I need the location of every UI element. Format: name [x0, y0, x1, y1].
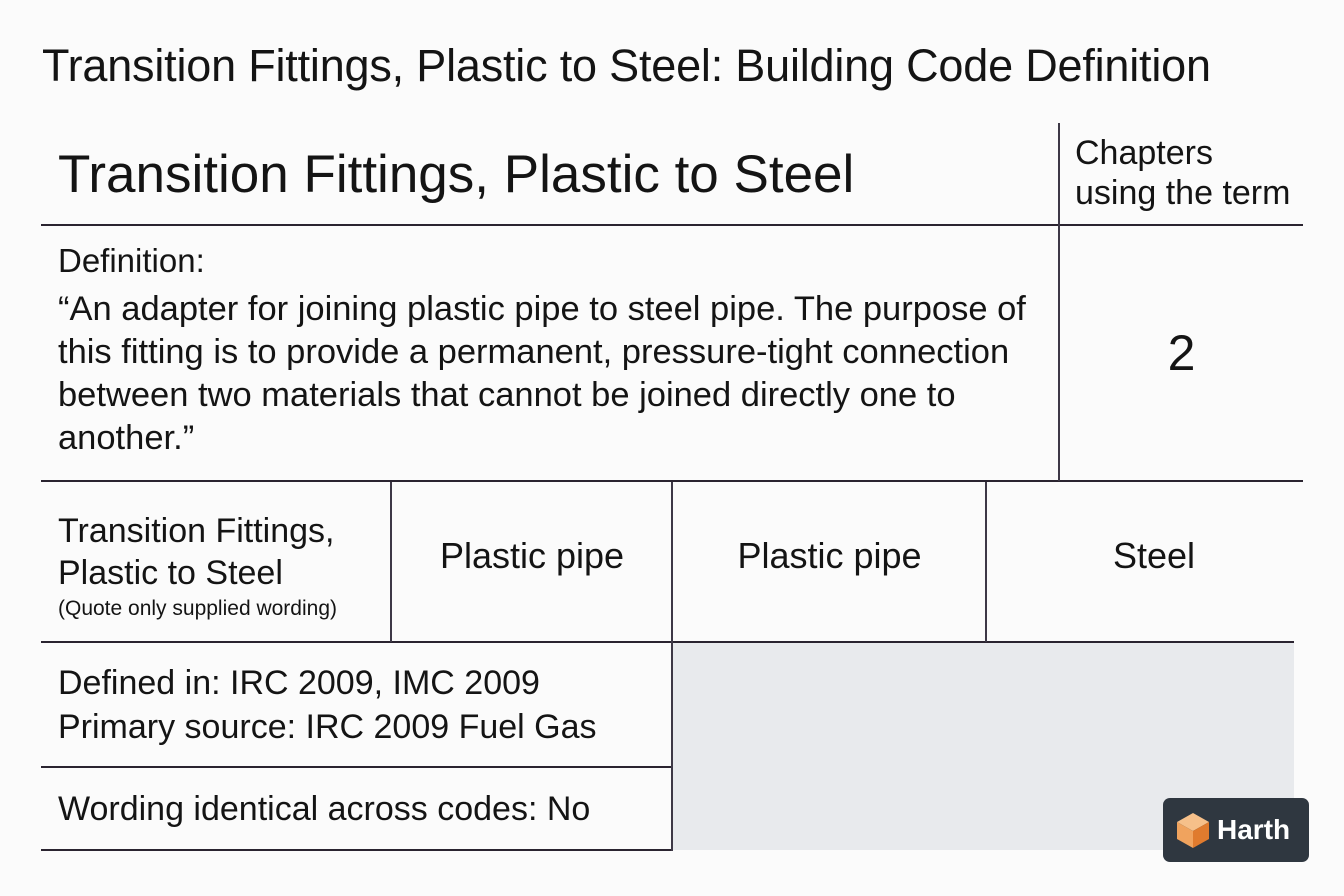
row-divider-1	[41, 224, 1303, 226]
definition-text: “An adapter for joining plastic pipe to steel pipe. The purpose of this fitting is to provide a permanent, pressure-tight connection between two materials that cannot be joined directly one to another.”	[58, 290, 1026, 457]
chapters-label: Chapters using the term	[1075, 134, 1291, 212]
logo-text: Harth	[1217, 814, 1291, 845]
defined-in: Defined in: IRC 2009, IMC 2009	[58, 664, 540, 702]
wording-identical: Wording identical across codes: No	[58, 790, 591, 828]
column-divider-b	[671, 482, 673, 851]
breakdown-cell-3: Steel	[1112, 535, 1196, 576]
breakdown-note: (Quote only supplied wording)	[58, 597, 337, 620]
breakdown-cell-2: Plastic pipe	[737, 535, 922, 576]
column-divider-chapters	[1058, 123, 1060, 481]
chapters-count: 2	[1167, 325, 1196, 381]
term-title: Transition Fittings, Plastic to Steel	[58, 145, 855, 204]
breakdown-term: Transition Fittings, Plastic to Steel	[58, 512, 335, 592]
column-divider-c	[985, 482, 987, 642]
table-bottom-border	[41, 849, 672, 851]
row-divider-4	[41, 766, 672, 768]
harth-logo	[1163, 798, 1309, 862]
definition-label: Definition:	[58, 242, 205, 279]
cube-icon	[1173, 810, 1213, 850]
primary-source: Primary source: IRC 2009 Fuel Gas	[58, 708, 597, 746]
breakdown-cell-1: Plastic pipe	[439, 535, 625, 576]
row-divider-3	[41, 641, 1294, 643]
page-title: Transition Fittings, Plastic to Steel: Building Code Definition	[42, 40, 1211, 91]
column-divider-a	[390, 482, 392, 642]
